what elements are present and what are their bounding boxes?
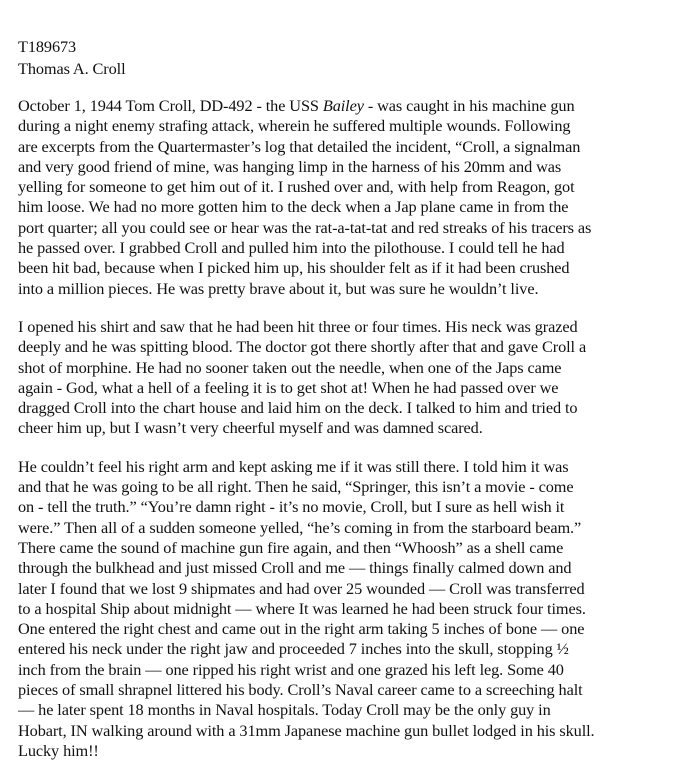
text-line xyxy=(18,137,698,157)
text-line xyxy=(18,96,698,116)
text-line xyxy=(18,741,698,761)
text-line xyxy=(18,238,698,258)
text-line xyxy=(18,660,698,680)
text-segment: into a million pieces. He was pretty brave about it, but was sure he wouldn’t live. xyxy=(18,278,539,298)
text-segment: dragged Croll into the chart house and laid him on the deck. I talked to him and tried to xyxy=(18,398,578,418)
text-line xyxy=(18,639,698,659)
text-segment: are excerpts from the Quartermaster’s log that detailed the incident, “Croll, a signalman xyxy=(18,136,581,156)
person-name: Thomas A. Croll xyxy=(18,59,126,78)
text-segment: I opened his shirt and saw that he had been hit three or four times. His neck was grazed xyxy=(18,316,578,336)
text-line xyxy=(18,619,698,639)
text-segment: and that he was going to be all right. Then he said, “Springer, this isn’t a movie - come xyxy=(18,477,574,497)
text-segment: There came the sound of machine gun fire again, and then “Whoosh” as a shell came xyxy=(18,537,564,557)
text-line xyxy=(18,177,698,197)
text-line xyxy=(18,599,698,619)
text-segment: him loose. We had no more gotten him to the deck when a Jap plane came in from the xyxy=(18,197,569,217)
text-segment: pieces of small shrapnel littered his body. Croll’s Naval career came to a screeching halt xyxy=(18,680,583,700)
paragraph xyxy=(18,457,698,761)
text-segment: on - tell the truth.” “You’re damn right - it’s no movie, Croll, but I sure as hell wish it xyxy=(18,497,565,517)
text-segment: to a hospital Ship about midnight — where It was learned he had been struck four times. xyxy=(18,598,586,618)
text-segment: Hobart, IN walking around with a 31mm Japanese machine gun bullet lodged in his skull. xyxy=(18,720,595,740)
text-line xyxy=(18,378,698,398)
text-segment: been hit bad, because when I picked him up, his shoulder felt as if it had been crushed xyxy=(18,258,570,278)
text-line xyxy=(18,518,698,538)
text-segment: shot of morphine. He had no sooner taken out the needle, when one of the Japs came xyxy=(18,357,562,377)
text-line xyxy=(18,337,698,357)
text-line xyxy=(18,680,698,700)
paragraph xyxy=(18,96,698,299)
text-line xyxy=(18,258,698,278)
text-line xyxy=(18,279,698,299)
paragraph xyxy=(18,317,698,439)
text-segment: inch from the brain — one ripped his right wrist and one grazed his left leg. Some 40 xyxy=(18,659,564,679)
text-line xyxy=(18,218,698,238)
text-line xyxy=(18,398,698,418)
text-segment: cheer him up, but I wasn’t very cheerful myself and was damned scared. xyxy=(18,418,483,438)
text-line xyxy=(18,358,698,378)
text-segment: - was caught in his machine gun xyxy=(363,96,575,115)
text-line xyxy=(18,497,698,517)
text-line xyxy=(18,579,698,599)
text-segment: deeply and he was spitting blood. The doctor got there shortly after that and gave Croll a xyxy=(18,337,587,357)
text-segment: were.” Then all of a sudden someone yelled, “he’s coming in from the starboard beam.” xyxy=(18,517,582,537)
document-page xyxy=(18,36,698,761)
italic-text: Bailey xyxy=(322,96,364,115)
text-segment: through the bulkhead and just missed Croll and me — things finally calmed down and xyxy=(18,558,572,578)
text-segment: October 1, 1944 Tom Croll, DD-492 - the USS xyxy=(18,96,323,115)
text-line xyxy=(18,558,698,578)
text-segment: and very good friend of mine, was hanging limp in the harness of his 20mm and was xyxy=(18,156,562,176)
text-line xyxy=(18,317,698,337)
text-line xyxy=(18,418,698,438)
text-line xyxy=(18,197,698,217)
text-segment: yelling for someone to get him out of it. I rushed over and, with help from Reagon, got xyxy=(18,177,575,197)
text-segment: — he later spent 18 months in Naval hospitals. Today Croll may be the only guy in xyxy=(18,700,551,720)
text-line xyxy=(18,457,698,477)
text-line xyxy=(18,477,698,497)
text-segment: entered his neck under the right jaw and proceeded 7 inches into the skull, stopping ½ xyxy=(18,639,569,659)
text-segment: again - God, what a hell of a feeling it is to get shot at! When he had passed over we xyxy=(18,377,559,397)
text-line xyxy=(18,700,698,720)
text-segment: he passed over. I grabbed Croll and pulled him into the pilothouse. I could tell he had xyxy=(18,238,565,258)
text-line xyxy=(18,157,698,177)
text-segment: later I found that we lost 9 shipmates and had over 25 wounded — Croll was transferred xyxy=(18,578,585,598)
text-line xyxy=(18,116,698,136)
text-segment: Lucky him!! xyxy=(18,740,99,760)
text-line xyxy=(18,538,698,558)
text-segment: during a night enemy strafing attack, wherein he suffered multiple wounds. Following xyxy=(18,116,571,136)
text-segment: He couldn’t feel his right arm and kept asking me if it was still there. I told him it was xyxy=(18,456,569,476)
document-id: T189673 xyxy=(18,37,77,56)
text-segment: One entered the right chest and came out in the right arm taking 5 inches of bone — one xyxy=(18,619,585,639)
document-body xyxy=(18,96,698,761)
text-segment: port quarter; all you could see or hear was the rat-a-tat-tat and red streaks of his tracers as xyxy=(18,217,592,237)
text-line xyxy=(18,721,698,741)
document-header xyxy=(18,36,698,80)
